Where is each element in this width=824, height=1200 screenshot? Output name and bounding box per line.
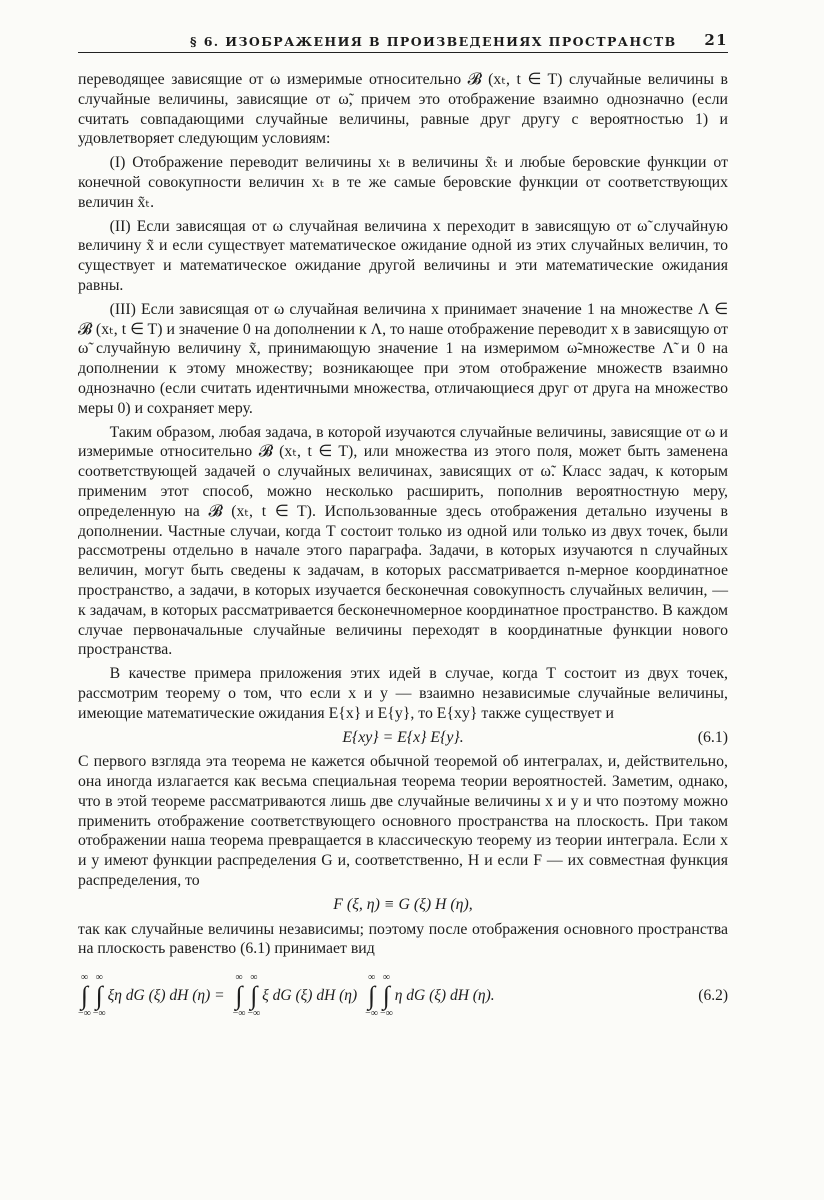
condition-III: (III) Если зависящая от ω случайная величина x принимает значение 1 на множестве Λ ∈ 𝓑 (xₜ, t ∈ T) и значение 0 на дополнении к Λ, то наше отображение переводит x в зависящую от ω̃ случайную величину x̃, принимающую значение 1 на измеримом ω̃-множестве Λ̃ и 0 на дополнении к этому множеству; возникающее при этом отображение множеств взаимно однозначно (если считать идентичными множества, отличающиеся друг от друга на множество меры 0) и сохраняет меру.: [78, 300, 728, 417]
running-header: [78, 30, 728, 53]
integral-sign: ∞ ∫ −∞: [365, 972, 378, 1020]
equation-6-1-body: E{xy} = E{x} E{y}.: [342, 728, 464, 746]
paragraph-theorem: С первого взгляда эта теорема не кажется обычной теоремой об интегралах, и, действительно, она иногда излагается как весьма специальная теорема теории вероятностей. Заметим, однако, что в этой теореме рассматриваются лишь две случайные величины x и y и что поэтому можно применить отображение соответствующего основного пространства на плоскость. При таком отображении наша теорема превращается в классическую теорему из теории интеграла. Если x и y имеют функции распределения G и, соответственно, H и если F — их совместная функция распределения, то: [78, 753, 728, 890]
equation-6-1-tag: (6.1): [697, 728, 728, 746]
equation-joint-body: F (ξ, η) ≡ G (ξ) H (η),: [333, 895, 473, 913]
paragraph-independence: так как случайные величины независимы; поэтому после отображения основного пространства на плоскость равенство (6.1) принимает вид: [78, 920, 728, 958]
equation-6-2-rhs: η dG (ξ) dH (η).: [394, 987, 495, 1005]
page-number: 21: [704, 31, 728, 49]
equation-joint-distribution: [78, 895, 728, 915]
equation-6-2-body: [78, 973, 495, 1019]
paragraph-summary: Таким образом, любая задача, в которой изучаются случайные величины, зависящие от ω и измеримые относительно 𝓑 (xₜ, t ∈ T), или множества из этого поля, может быть заменена соответствующей задачей о случайных величинах, зависящих от ω̃. Класс задач, к которым применим этот способ, можно несколько расширить, пополнив вероятностную меру, определенную на 𝓑 (xₜ, t ∈ T). Использованные здесь отображения детально изучены в дополнении. Частные случаи, когда T состоит только из одной или только из двух точек, были рассмотрены отдельно в начале этого параграфа. Задачи, в которых изучаются n случайных величин, могут быть сведены к задачам, в которых рассматривается n-мерное координатное пространство, а задачи, в которых изучается бесконечная совокупность случайных величин, — к задачам, в которых рассматривается бесконечномерное координатное пространство. В каждом случае первоначальные случайные величины переходят в координатные функции нового пространства.: [78, 423, 728, 659]
paragraph-example: В качестве примера приложения этих идей в случае, когда T состоит из двух точек, рассмотрим теорему о том, что если x и y — взаимно независимые случайные величины, имеющие математические ожидания E{x} и E{y}, то E{xy} также существует и: [78, 665, 728, 722]
paragraph-continuation: переводящее зависящие от ω измеримые относительно 𝓑 (xₜ, t ∈ T) случайные величины в случайные величины, зависящие от ω̃, причем это отображение взаимно однозначно (если считать совпадающими случайные величины, равные друг другу с вероятностью 1) и удовлетворяет следующим условиям:: [78, 71, 728, 148]
integral-sign: ∞ ∫ −∞: [92, 972, 106, 1020]
integral-sign: ∞ ∫ −∞: [379, 972, 393, 1020]
equation-6-2: [78, 973, 728, 1019]
condition-II: (II) Если зависящая от ω случайная величина x переходит в зависящую от ω̃ случайную величину x̃ и если существует математическое ожидание одной из этих случайных величин, то существует и математическое ожидание другой величины и эти математические ожидания равны.: [78, 217, 728, 294]
section-title: § 6. ИЗОБРАЖЕНИЯ В ПРОИЗВЕДЕНИЯХ ПРОСТРАНСТВ: [190, 34, 677, 49]
equation-6-2-tag: (6.2): [698, 987, 728, 1005]
integral-sign: ∞ ∫ −∞: [78, 972, 91, 1020]
equation-6-2-mid: ξ dG (ξ) dH (η): [262, 987, 358, 1005]
integral-sign: ∞ ∫ −∞: [247, 972, 261, 1020]
integral-sign: ∞ ∫ −∞: [232, 972, 246, 1020]
body-text: [78, 70, 728, 1019]
condition-I: (I) Отображение переводит величины xₜ в величины x̃ₜ и любые беровские функции от конечной совокупности величин xₜ в те же самые беровские функции от соответствующих величин x̃ₜ.: [78, 154, 728, 211]
equation-6-2-lhs: ξη dG (ξ) dH (η) =: [107, 987, 225, 1005]
equation-6-1: [78, 728, 728, 748]
